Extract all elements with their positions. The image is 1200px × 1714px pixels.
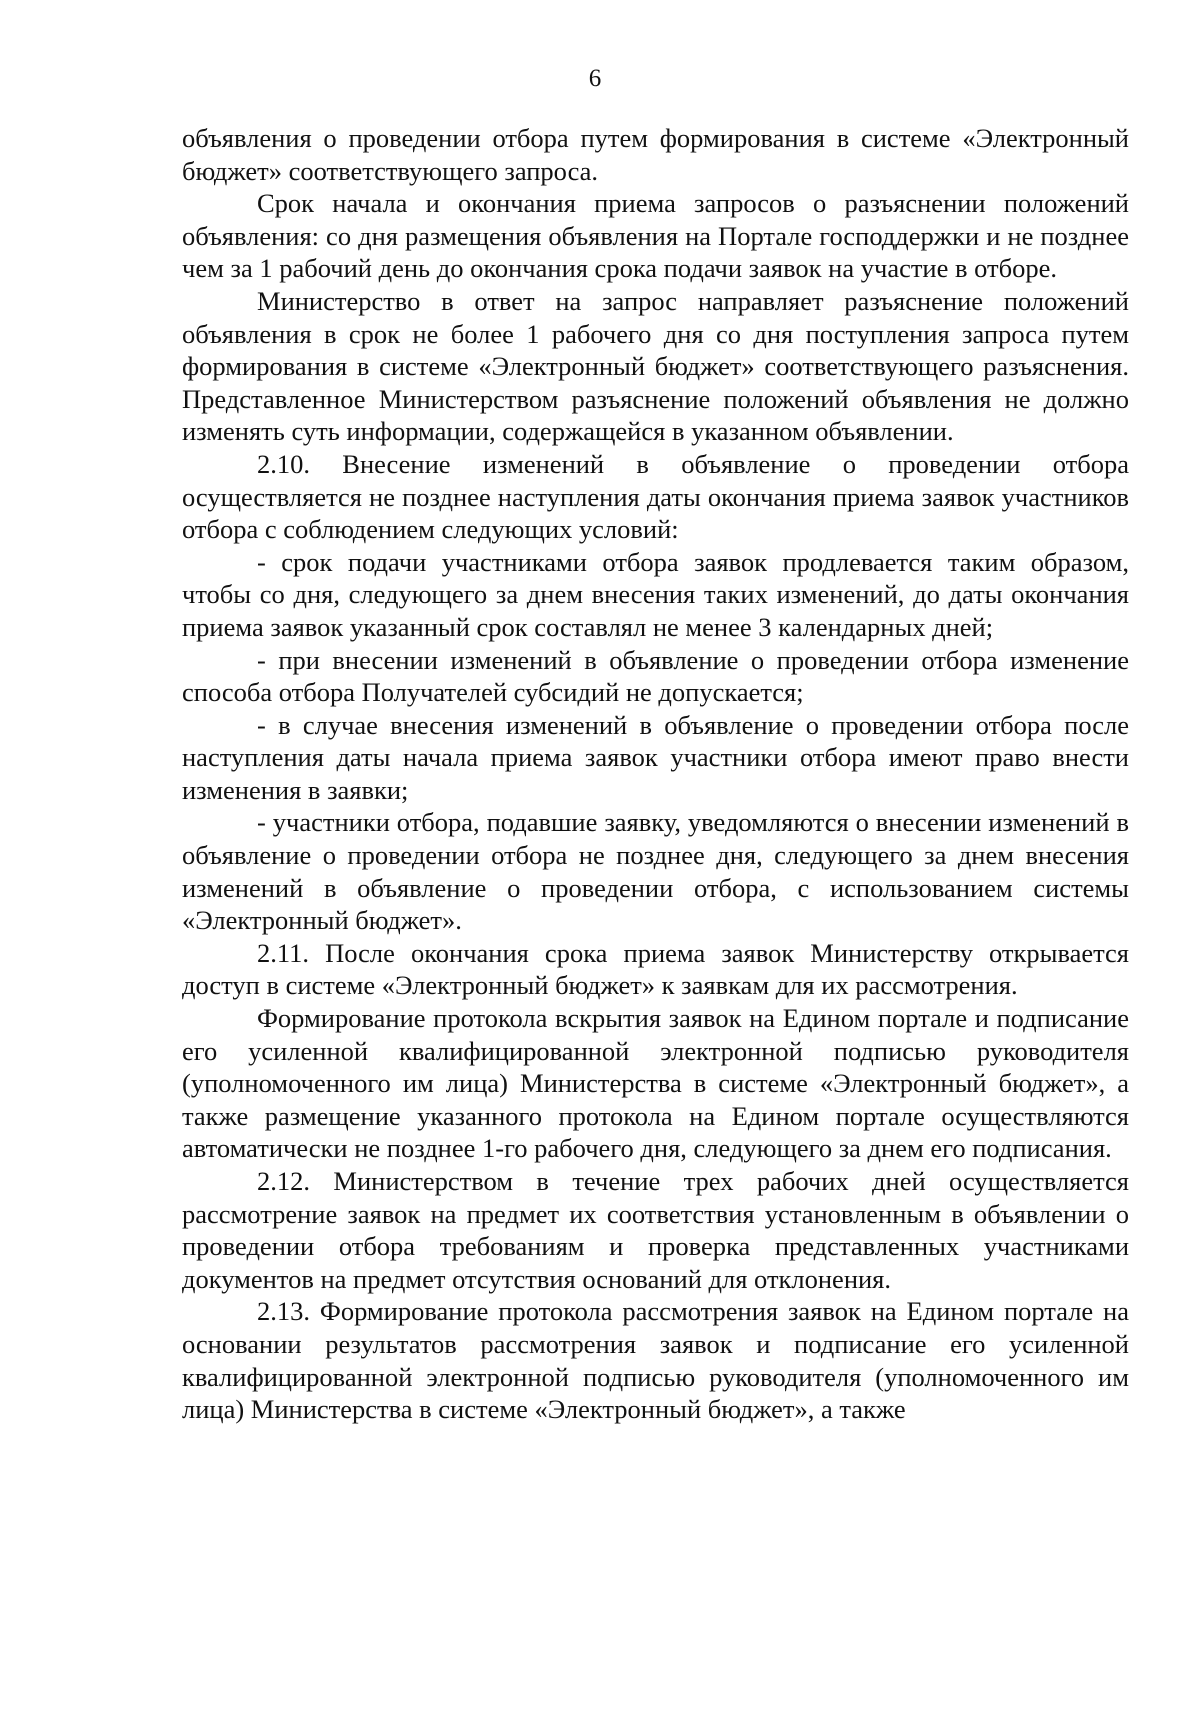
document-body <box>182 122 1129 1426</box>
paragraph-2-13: 2.13. Формирование протокола рассмотрения заявок на Едином портале на основании результатов рассмотрения заявок и подписание его усиленной квалифицированной электронной подписью руководителя (уполномоченного им лица) Министерства в системе «Электронный бюджет», а также <box>182 1296 1129 1425</box>
list-item-selection-method: - при внесении изменений в объявление о проведении отбора изменение способа отбора Получателей субсидий не допускается; <box>182 644 1129 708</box>
list-item-deadline-extension: - срок подачи участниками отбора заявок продлевается таким образом, чтобы со дня, следующего за днем внесения таких изменений, до даты окончания приема заявок указанный срок составлял не менее 3 календарных дней; <box>182 546 1129 642</box>
paragraph-2-11: 2.11. После окончания срока приема заявок Министерству открывается доступ в системе «Электронный бюджет» к заявкам для их рассмотрения. <box>182 937 1129 1001</box>
page-number: 6 <box>588 65 602 92</box>
paragraph-request-period: Срок начала и окончания приема запросов о разъяснении положений объявления: со дня размещения объявления на Портале господдержки и не позднее чем за 1 рабочий день до окончания срока подачи заявок на участие в отборе. <box>182 188 1129 284</box>
paragraph-2-12: 2.12. Министерством в течение трех рабочих дней осуществляется рассмотрение заявок на предмет их соответствия установленным в объявлении о проведении отбора требованиям и проверка представленных участниками документов на предмет отсутствия оснований для отклонения. <box>182 1166 1129 1294</box>
paragraph-ministry-response: Министерство в ответ на запрос направляет разъяснение положений объявления в срок не более 1 рабочего дня со дня поступления запроса путем формирования в системе «Электронный бюджет» соответствующего разъяснения. Представленное Министерством разъяснение положений объявления не должно изменять суть информации, содержащейся в указанном объявлении. <box>182 285 1129 447</box>
paragraph-opening-protocol: Формирование протокола вскрытия заявок на Едином портале и подписание его усиленной квалифицированной электронной подписью руководителя (уполномоченного им лица) Министерства в системе «Электронный бюджет», а также размещение указанного протокола на Едином портале осуществляются автоматически не позднее 1-го рабочего дня, следующего за днем его подписания. <box>182 1003 1129 1164</box>
paragraph-continuation: объявления о проведении отбора путем формирования в системе «Электронный бюджет» соответствующего запроса. <box>182 123 1129 186</box>
list-item-participant-notification: - участники отбора, подавшие заявку, уведомляются о внесении изменений в объявление о проведении отбора не позднее дня, следующего за днем внесения изменений в объявление о проведении отбора, с использованием системы «Электронный бюджет». <box>182 807 1129 936</box>
list-item-application-changes: - в случае внесения изменений в объявление о проведении отбора после наступления даты начала приема заявок участники отбора имеют право внести изменения в заявки; <box>182 709 1129 805</box>
paragraph-2-10: 2.10. Внесение изменений в объявление о проведении отбора осуществляется не позднее наступления даты окончания приема заявок участников отбора с соблюдением следующих условий: <box>182 448 1129 545</box>
